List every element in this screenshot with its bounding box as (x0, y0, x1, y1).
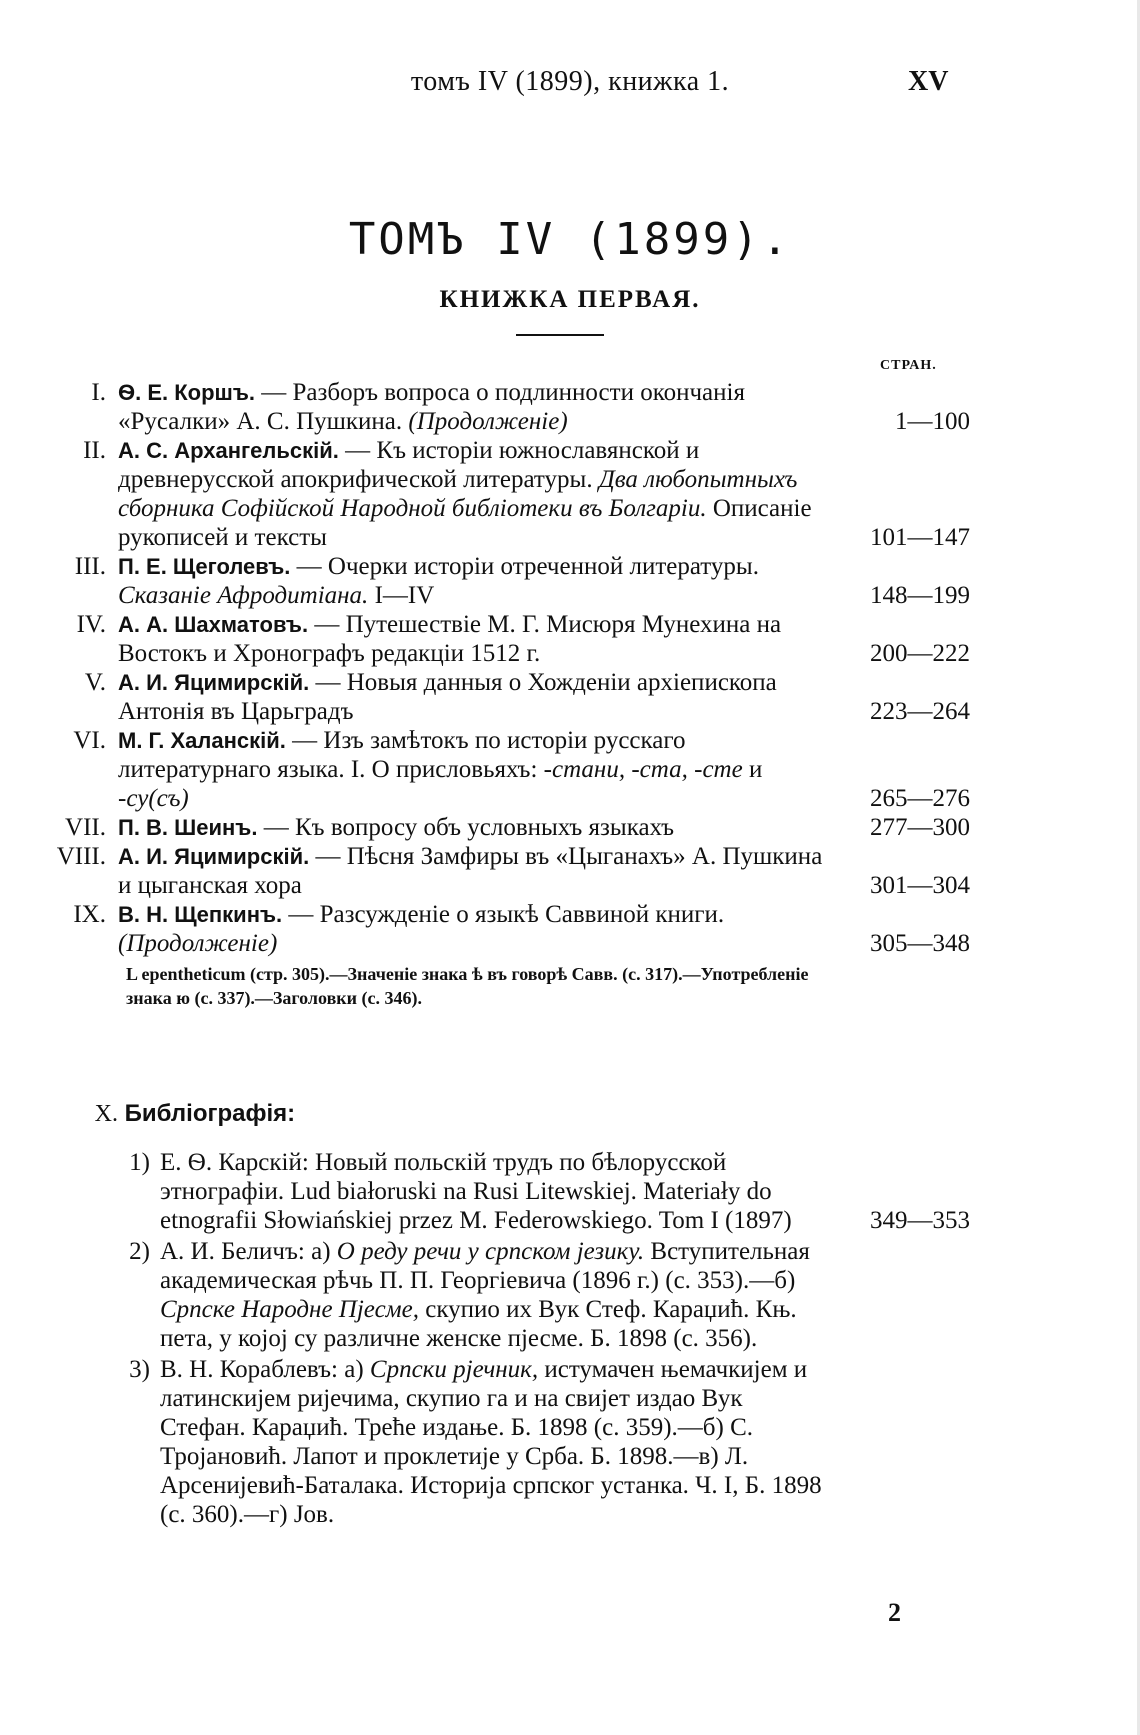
page-number-roman: XV (908, 66, 949, 97)
entry-title-continued: и (742, 756, 763, 783)
entry-title-italic: (Продолженіе) (118, 930, 278, 957)
entry-title-italic-2: -су(съ) (118, 785, 189, 812)
entry-author: А. И. Яцимирскій. (118, 844, 310, 869)
item-text-continued: Вступительная академическая рѣчь П. П. Георгіевича (1896 г.) (с. 353).—б) (160, 1238, 810, 1294)
entry-pages: 1—100 (895, 408, 970, 435)
entry-title: — Изъ замѣтокъ по исторіи русскаго литературнаго языка. I. О присловьяхъ: (118, 727, 686, 783)
entry-title-continued: Описаніе рукописей и тексты (118, 495, 812, 551)
item-number: 1) (129, 1149, 150, 1176)
title-rule (516, 334, 604, 336)
item-text-italic: Српски рјечник, (369, 1356, 539, 1383)
item-pages: 349—353 (870, 1207, 970, 1234)
entry-number: III. (74, 553, 106, 580)
entry-number: I. (91, 379, 106, 406)
item-text: В. Н. Кораблевъ: а) (160, 1356, 370, 1383)
entry-author: М. Г. Халанскій. (118, 728, 286, 753)
entry-number: VII. (65, 814, 106, 841)
item-text-italic-2: Српске Народне Пјесме, (160, 1296, 419, 1323)
item-text-italic: О реду речи у српском језику. (336, 1238, 645, 1265)
entry-number: V. (84, 669, 106, 696)
entry-title: — Къ исторіи южнославянской и древнерусской апокрифической литературы. (118, 437, 700, 493)
table-of-contents (0, 378, 1140, 1010)
entry-author: А. А. Шахматовъ. (118, 612, 309, 637)
item-text-continued-2: скупио их Вук Стеф. Караџић. Књ. пета, у којој су различне женске пјесме. Б. 1898 (с. 356). (160, 1296, 797, 1352)
entry-title: — Разсужденіе о языкѣ Саввиной книги. (282, 901, 725, 928)
entry-author: П. Е. Щеголевъ. (118, 554, 291, 579)
entry-title: — Путешествіе М. Г. Мисюря Мунехина на Востокъ и Хронографъ редакціи 1512 г. (118, 611, 782, 667)
entry-author: А. С. Архангельскій. (118, 438, 339, 463)
entry-title-continued: I—IV (368, 582, 435, 609)
entry-title: — Новыя данныя о Хожденіи архіепископа Антонія въ Царьградъ (118, 669, 777, 725)
entry-pages: 265—276 (870, 785, 970, 812)
toc-entry (0, 668, 1140, 726)
volume-title: ТОМЪ IV (1899). (348, 214, 792, 265)
entry-title-italic: -стани, -ста, -сте (537, 756, 743, 783)
entry-author: В. Н. Щепкинъ. (118, 902, 283, 927)
bibliography-item (0, 1148, 1140, 1235)
bibliography-list (0, 1148, 1140, 1531)
bibliography-heading (0, 1100, 295, 1128)
entry-pages: 277—300 (870, 814, 970, 841)
bibliography-item (0, 1355, 1140, 1529)
entry-number: IX. (73, 901, 106, 928)
pages-column-heading: СТРАН. (880, 358, 937, 373)
entry-title: — Къ вопросу объ условныхъ языкахъ (257, 814, 675, 841)
toc-entry (0, 900, 1140, 958)
item-number: 2) (129, 1238, 150, 1265)
entry-pages: 305—348 (870, 930, 970, 957)
entry-pages: 223—264 (870, 698, 970, 725)
entry-note: L epentheticum (стр. 305).—Значеніе знака ѣ въ говорѣ Савв. (с. 317).—Употребленіе знака ю (с. 337).—Заголовки (с. 346). (126, 964, 809, 1008)
toc-entry (0, 813, 1140, 842)
item-text-continued: истумачен њемачкијем и латинскијем ријечима, скупио га и на свијет издао Вук Стефан. Караџић. Треће издање. Б. 1898 (с. 359).—б) С. Тројановић. Лапот и проклетије у Срба. Б. 1898.—в) Л. Арсенијевић-Баталака. Историја српског устанка. Ч. I, Б. 1898 (с. 360).—г) Јов. (160, 1356, 822, 1528)
entry-pages: 148—199 (870, 582, 970, 609)
toc-entry (0, 436, 1140, 552)
entry-title: — Пѣсня Замфиры въ «Цыганахъ» А. Пушкина и цыганская хора (118, 843, 823, 899)
entry-pages: 200—222 (870, 640, 970, 667)
entry-number: II. (83, 437, 106, 464)
item-text: Е. Ѳ. Карскій: Новый польскій трудъ по бѣлорусской этнографіи. Lud białoruski na Rusi Litewskiej. Materiały do etnografii Słowiańskiej przez M. Federowskiego. Tom I (1897) (160, 1149, 792, 1234)
section-title: Библіографія: (124, 1100, 296, 1127)
entry-author: П. В. Шеинъ. (118, 815, 258, 840)
entry-number: VI. (73, 727, 106, 754)
toc-entry (0, 726, 1140, 813)
entry-pages: 301—304 (870, 872, 970, 899)
entry-title-italic: Сказаніе Афродитіана. (118, 582, 369, 609)
toc-entry (0, 610, 1140, 668)
item-number: 3) (129, 1356, 150, 1383)
entry-title: — Разборъ вопроса о подлинности окончанія «Русалки» А. С. Пушкина. (118, 379, 745, 435)
entry-title-italic: Два любопытныхъ сборника Софійской Народной библіотеки въ Болгаріи. (118, 466, 798, 522)
entry-pages: 101—147 (870, 524, 970, 551)
toc-entry (0, 552, 1140, 610)
entry-number: VIII. (56, 843, 106, 870)
entry-title-italic: (Продолженіе) (402, 408, 568, 435)
bibliography-item (0, 1237, 1140, 1353)
folio-number: 2 (888, 1598, 901, 1627)
running-head: томъ IV (1899), книжка 1. (410, 66, 730, 97)
entry-author: Ѳ. Е. Коршъ. (118, 380, 256, 405)
entry-title: — Очерки исторіи отреченной литературы. (290, 553, 759, 580)
item-text: А. И. Беличъ: а) (160, 1238, 337, 1265)
section-number: X. (94, 1101, 118, 1127)
toc-entry (0, 378, 1140, 436)
entry-number: IV. (76, 611, 106, 638)
entry-author: А. И. Яцимирскій. (118, 670, 310, 695)
book-title: КНИЖКА ПЕРВАЯ. (439, 286, 701, 313)
toc-entry (0, 842, 1140, 900)
